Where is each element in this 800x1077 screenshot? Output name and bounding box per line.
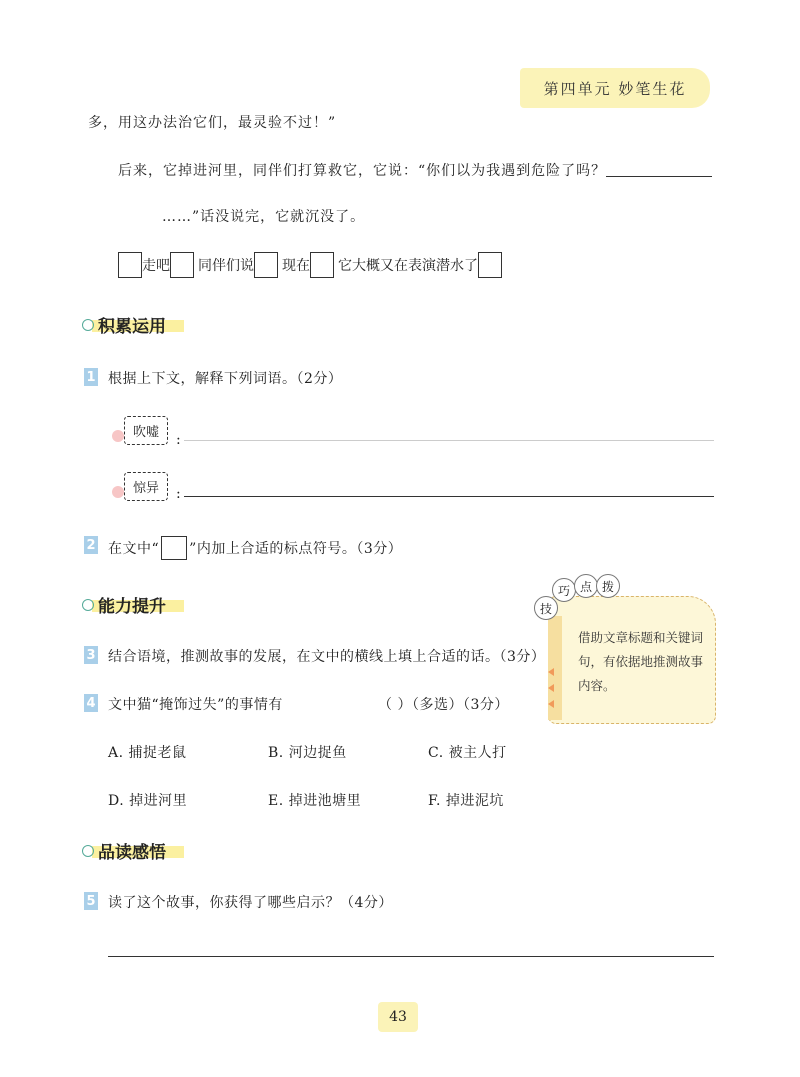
question-number: 3 xyxy=(84,646,98,664)
tip-deco-triangle xyxy=(548,684,554,692)
question-number: 5 xyxy=(84,892,98,910)
tip-deco-triangle xyxy=(548,668,554,676)
punct-box[interactable] xyxy=(254,252,278,278)
q2-text-before: 在文中“ xyxy=(108,541,160,557)
question-4-paren[interactable]: （ ）（多选）（3分） xyxy=(378,697,509,713)
unit-title: 第四单元 妙笔生花 xyxy=(543,79,687,98)
section-heading-accumulate xyxy=(82,312,166,337)
question-5-text: 读了这个故事，你获得了哪些启示？（4分） xyxy=(108,895,393,911)
question-2-text xyxy=(108,536,402,560)
word-box-2: 惊异 xyxy=(124,472,168,501)
q2-text-after: ”内加上合适的标点符号。（3分） xyxy=(189,541,403,557)
tip-text: 借助文章标题和关键词句，有依据地推测故事内容。 xyxy=(578,630,704,693)
word-box-1: 吹嘘 xyxy=(124,416,168,445)
punct-box[interactable] xyxy=(170,252,194,278)
option-b[interactable]: B. 河边捉鱼 xyxy=(268,745,347,761)
fill-text: 同伴们说 xyxy=(198,258,254,274)
section-title: 积累运用 xyxy=(98,317,166,337)
passage-line-1: 多，用这办法治它们，最灵验不过！” xyxy=(88,115,337,131)
question-number: 1 xyxy=(84,368,98,386)
answer-blank-q3[interactable] xyxy=(606,176,712,177)
section-circle-icon xyxy=(82,599,94,611)
option-c[interactable]: C. 被主人打 xyxy=(428,745,507,761)
punct-box[interactable] xyxy=(118,252,142,278)
passage-line-2: 后来，它掉进河里，同伴们打算救它，它说：“你们以为我遇到危险了吗？ xyxy=(118,163,607,179)
section-title: 品读感悟 xyxy=(98,843,166,863)
answer-line-q1a[interactable] xyxy=(184,440,714,441)
passage-line-3: ……”话没说完，它就沉没了。 xyxy=(162,209,366,225)
option-f[interactable]: F. 掉进泥坑 xyxy=(428,793,504,809)
question-number: 2 xyxy=(84,536,98,554)
colon: : xyxy=(176,486,181,502)
section-heading-reading xyxy=(82,838,166,863)
question-1-text: 根据上下文，解释下列词语。（2分） xyxy=(108,371,343,387)
tip-title-char: 拨 xyxy=(596,574,620,598)
punctuation-fill-row xyxy=(118,252,502,278)
fill-text: 它大概又在表演潜水了 xyxy=(338,258,478,274)
option-e[interactable]: E. 掉进池塘里 xyxy=(268,793,362,809)
option-d[interactable]: D. 掉进河里 xyxy=(108,793,188,809)
fill-text: 走吧 xyxy=(142,258,170,274)
flower-icon xyxy=(112,486,124,498)
section-circle-icon xyxy=(82,319,94,331)
punct-box[interactable] xyxy=(478,252,502,278)
page-number: 43 xyxy=(378,1002,418,1032)
question-number: 4 xyxy=(84,694,98,712)
answer-line-q5[interactable] xyxy=(108,956,714,957)
option-a[interactable]: A. 捕捉老鼠 xyxy=(108,745,187,761)
tip-title-char: 技 xyxy=(534,596,558,620)
punct-box[interactable] xyxy=(310,252,334,278)
section-title: 能力提升 xyxy=(98,597,166,617)
unit-title-banner xyxy=(520,68,710,108)
fill-text: 现在 xyxy=(282,258,310,274)
section-heading-ability xyxy=(82,592,166,617)
colon: : xyxy=(176,432,181,448)
tip-deco-triangle xyxy=(548,700,554,708)
answer-line-q1b[interactable] xyxy=(184,496,714,497)
question-3-text: 结合语境，推测故事的发展，在文中的横线上填上合适的话。（3分） xyxy=(108,649,546,665)
tip-title-char: 巧 xyxy=(552,578,576,602)
question-4-text: 文中猫“掩饰过失”的事情有 xyxy=(108,697,283,713)
punct-sample-box xyxy=(161,536,187,560)
section-circle-icon xyxy=(82,845,94,857)
tip-title-char: 点 xyxy=(574,574,598,598)
flower-icon xyxy=(112,430,124,442)
